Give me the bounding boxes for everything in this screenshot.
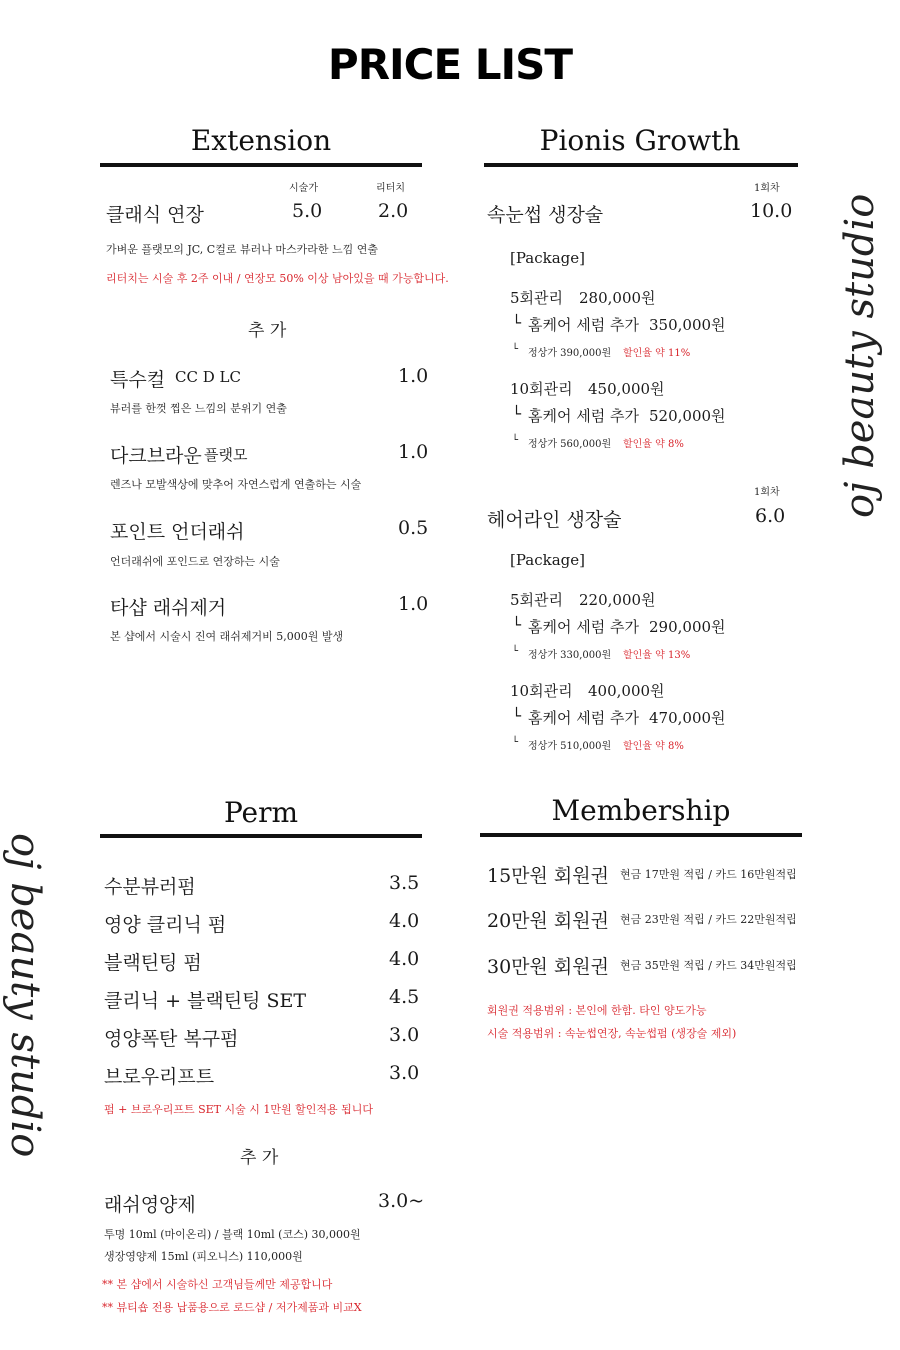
homecare-label: 홈케어 세럼 추가: [528, 316, 639, 334]
package-count: 5회관리: [510, 591, 564, 609]
lash-serum-name: 래쉬영양제: [104, 1194, 196, 1216]
homecare-label: 홈케어 세럼 추가: [528, 618, 639, 636]
homecare-price: 350,000원: [649, 316, 726, 334]
corner-glyph: └: [512, 314, 522, 332]
col-price-label: 시술가: [289, 183, 318, 194]
package-price: 450,000원: [588, 380, 665, 398]
perm-item-name: 영양 클리닉 펌: [104, 914, 227, 936]
regular-price: 정상가 390,000원: [528, 348, 612, 359]
extra-item-price: 1.0: [398, 365, 429, 387]
membership-name: 30만원 회원권: [487, 956, 609, 978]
session-label: 1회차: [754, 487, 780, 498]
page-title: PRICE LIST: [327, 40, 573, 89]
homecare-price: 520,000원: [649, 407, 726, 425]
perm-item-price: 3.0: [389, 1062, 420, 1084]
perm-item-price: 4.5: [389, 986, 420, 1008]
lash-serum-line: 생장영양제 15ml (피오니스) 110,000원: [104, 1250, 303, 1263]
membership-title: Membership: [551, 794, 731, 827]
package-price: 280,000원: [579, 289, 656, 307]
lash-serum-price: 3.0~: [378, 1190, 425, 1212]
regular-price: 정상가 560,000원: [528, 439, 612, 450]
extra-item-desc: 언더래쉬에 포인드로 연장하는 시술: [110, 555, 280, 568]
perm-set-note: 펌 + 브로우리프트 SET 시술 시 1만원 할인적용 됩니다: [104, 1103, 373, 1116]
membership-name: 15만원 회원권: [487, 865, 609, 887]
membership-detail: 현금 35만원 적립 / 카드 34만원적립: [620, 959, 797, 972]
extra-item-price: 0.5: [398, 517, 429, 539]
membership-note: 시술 적용범위 : 속눈썹연장, 속눈썹펌 (생장술 제외): [487, 1027, 737, 1040]
discount-rate: 할인율 약 8%: [623, 439, 684, 450]
homecare-price: 470,000원: [649, 709, 726, 727]
membership-rule: [480, 833, 802, 837]
brand-watermark-right: oj beauty studio: [837, 193, 883, 518]
corner-glyph: └: [512, 646, 519, 657]
perm-item-name: 블랙틴팅 펌: [104, 952, 202, 974]
extra-item-price: 1.0: [398, 593, 429, 615]
corner-glyph: └: [512, 435, 519, 446]
session-label: 1회차: [754, 183, 780, 194]
perm-item-name: 영양폭탄 복구펌: [104, 1028, 239, 1050]
perm-rule: [100, 834, 422, 838]
corner-glyph: └: [512, 616, 522, 634]
homecare-label: 홈케어 세럼 추가: [528, 407, 639, 425]
discount-rate: 할인율 약 8%: [623, 741, 684, 752]
perm-item-price: 4.0: [389, 948, 420, 970]
perm-title: Perm: [223, 796, 299, 829]
extra-item-sub: 플랫모: [204, 446, 248, 464]
extension-rule: [100, 163, 422, 167]
classic-desc: 가벼운 플랫모의 JC, C컬로 뷰러나 마스카라한 느낌 연출: [106, 243, 378, 256]
package-count: 10회관리: [510, 682, 573, 700]
pionis-title: Pionis Growth: [539, 124, 741, 157]
extra-item-name: 포인트 언더래쉬: [110, 521, 245, 543]
package-label: [Package]: [510, 249, 585, 267]
perm-item-name: 수분뷰러펌: [104, 876, 196, 898]
corner-glyph: └: [512, 707, 522, 725]
homecare-label: 홈케어 세럼 추가: [528, 709, 639, 727]
homecare-price: 290,000원: [649, 618, 726, 636]
col-retouch-label: 리터치: [376, 183, 405, 194]
perm-footnote: ** 본 샵에서 시술하신 고객님들께만 제공합니다: [102, 1278, 333, 1291]
corner-glyph: └: [512, 405, 522, 423]
perm-item-price: 3.5: [389, 872, 420, 894]
extra-item-sub: CC D LC: [175, 368, 241, 386]
discount-rate: 할인율 약 13%: [623, 650, 691, 661]
perm-footnote: ** 뷰티숍 전용 납품용으로 로드샵 / 저가제품과 비교X: [102, 1301, 362, 1314]
package-price: 220,000원: [579, 591, 656, 609]
classic-name: 클래식 연장: [106, 204, 204, 226]
lash-growth-price: 10.0: [750, 200, 793, 222]
package-count: 10회관리: [510, 380, 573, 398]
extra-item-name: 타샵 래쉬제거: [110, 597, 227, 619]
extension-extra-title: 추 가: [248, 321, 287, 341]
lash-growth-name: 속눈썹 생장술: [487, 204, 604, 226]
extra-item-desc: 뷰러를 한껏 찝은 느낌의 분위기 연출: [110, 402, 287, 415]
retouch-note: 리터치는 시술 후 2주 이내 / 연장모 50% 이상 남아있을 때 가능합니다.: [106, 272, 449, 285]
package-label: [Package]: [510, 551, 585, 569]
corner-glyph: └: [512, 737, 519, 748]
membership-name: 20만원 회원권: [487, 910, 609, 932]
classic-retouch: 2.0: [378, 200, 409, 222]
pionis-rule: [484, 163, 798, 167]
brand-watermark-left: oj beauty studio: [2, 833, 48, 1158]
extra-item-name: 특수컬: [110, 369, 166, 391]
perm-item-name: 클리닉 + 블랙틴팅 SET: [104, 990, 307, 1012]
regular-price: 정상가 510,000원: [528, 741, 612, 752]
membership-detail: 현금 23만원 적립 / 카드 22만원적립: [620, 913, 797, 926]
classic-price: 5.0: [292, 200, 323, 222]
package-count: 5회관리: [510, 289, 564, 307]
extra-item-desc: 렌즈나 모발색상에 맞추어 자연스럽게 연출하는 시술: [110, 478, 362, 491]
membership-detail: 현금 17만원 적립 / 카드 16만원적립: [620, 868, 797, 881]
package-price: 400,000원: [588, 682, 665, 700]
extension-title: Extension: [190, 124, 332, 157]
perm-item-name: 브로우리프트: [104, 1066, 215, 1088]
regular-price: 정상가 330,000원: [528, 650, 612, 661]
lash-serum-line: 투명 10ml (마이온리) / 블랙 10ml (코스) 30,000원: [104, 1228, 361, 1241]
perm-item-price: 3.0: [389, 1024, 420, 1046]
extra-item-name: 다크브라운: [110, 445, 202, 467]
perm-extra-title: 추 가: [240, 1148, 279, 1168]
discount-rate: 할인율 약 11%: [623, 348, 691, 359]
perm-item-price: 4.0: [389, 910, 420, 932]
hairline-growth-price: 6.0: [755, 505, 786, 527]
extra-item-desc: 본 샵에서 시술시 진여 래쉬제거비 5,000원 발생: [110, 630, 344, 643]
hairline-growth-name: 헤어라인 생장술: [487, 509, 622, 531]
membership-note: 회원권 적용범위 : 본인에 한함. 타인 양도가능: [487, 1004, 707, 1017]
extra-item-price: 1.0: [398, 441, 429, 463]
corner-glyph: └: [512, 344, 519, 355]
